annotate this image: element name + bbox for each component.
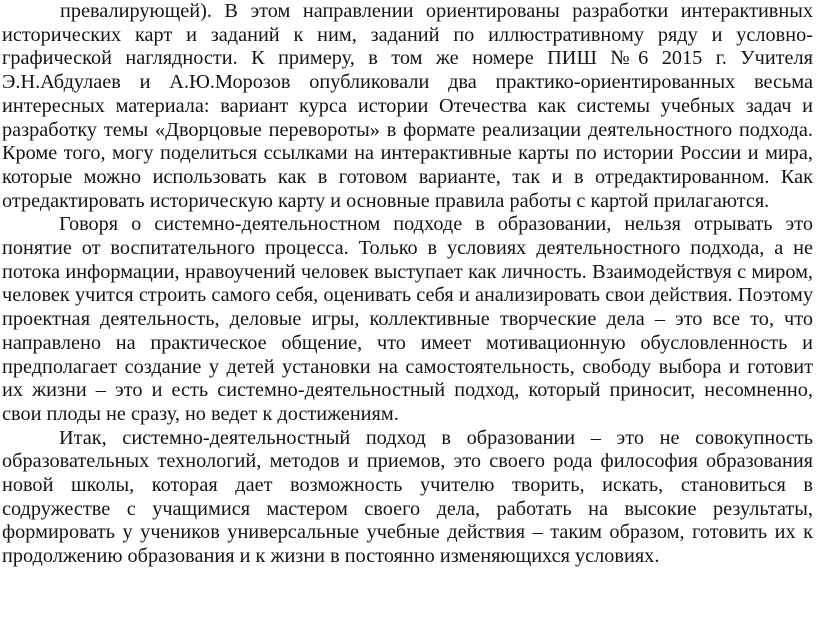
paragraph-system-activity-approach: Говоря о системно-деятельностном подходе в образовании, нельзя отрывать это понятие от воспитательного процесса. Только в условиях деятельностного подхода, а не потока информации, нравоучений человек выступает как личность. Взаимодействуя с миром, человек учится строить самого себя, оценивать себя и анализировать свои действия. Поэтому проектная деятельность, деловые игры, коллективные творческие дела – это все то, что направлено на практическое общение, что имеет мотивационную обусловленность и предполагает создание у детей установки на самостоятельность, свободу выбора и готовит их жизни – это и есть системно-деятельностный подход, который приносит, несомненно, свои плоды не сразу, но ведет к достижениям. xyxy=(2,213,813,425)
paragraph-interactive-maps: превалирующей). В этом направлении ориентированы разработки интерактивных исторических карт и заданий к ним, заданий по иллюстративному ряду и условно-графической наглядности. К примеру, в том же номере ПИШ №6 2015 г. Учителя Э.Н.Абдулаев и А.Ю.Морозов опубликовали два практико-ориентированных весьма интересных материала: вариант курса истории Отечества как системы учебных задач и разработку темы «Дворцовые перевороты» в формате реализации деятельностного подхода. Кроме того, могу поделиться ссылками на интерактивные карты по истории России и мира, которые можно использовать как в готовом варианте, так и в отредактированном. Как отредактировать историческую карту и основные правила работы с картой прилагаются. xyxy=(2,0,813,212)
paragraph-conclusion: Итак, системно-деятельностный подход в образовании – это не совокупность образовательных технологий, методов и приемов, это своего рода философия образования новой школы, которая дает возможность учителю творить, искать, становиться в содружестве с учащимися мастером своего дела, работать на высокие результаты, формировать у учеников универсальные учебные действия – таким образом, готовить их к продолжению образования и к жизни в постоянно изменяющихся условиях. xyxy=(2,426,813,568)
